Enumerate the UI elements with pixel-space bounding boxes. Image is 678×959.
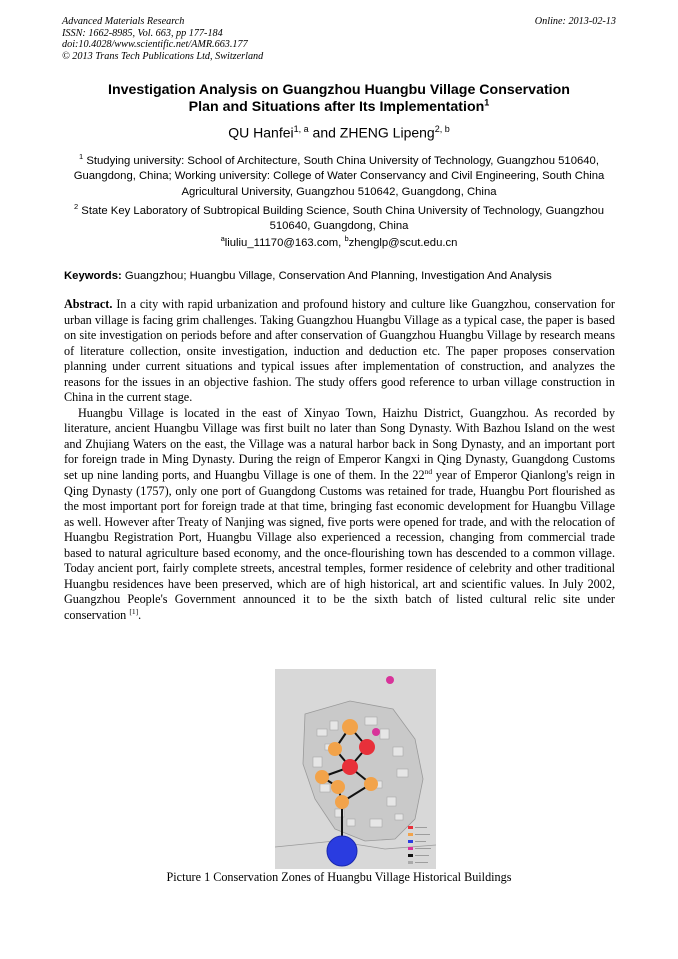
affiliation-2 — [66, 199, 612, 235]
citation-ref[interactable]: [1] — [129, 606, 139, 616]
journal-name: Advanced Materials Research — [62, 16, 185, 27]
author-2: ZHENG Lipeng — [339, 124, 435, 141]
keywords-label: Keywords: — [64, 270, 122, 282]
title-footnote-mark: 1 — [484, 97, 490, 108]
email-line — [60, 234, 618, 249]
issn-line: ISSN: 1662-8985, Vol. 663, pp 177-184 — [62, 27, 223, 39]
intro-paragraph — [64, 406, 615, 624]
zone-red-1 — [359, 739, 375, 755]
copyright-line: © 2013 Trans Tech Publications Ltd, Switzerland — [62, 50, 264, 62]
email-b[interactable]: zhenglp@scut.edu.cn — [348, 236, 458, 249]
zone-orange-6 — [335, 795, 349, 809]
conservation-map — [275, 669, 436, 869]
author-line — [60, 124, 618, 141]
zone-orange-1 — [342, 719, 358, 735]
zone-blue-port — [327, 836, 357, 866]
affiliation-2-text: State Key Laboratory of Subtropical Building Science, South China University of Technology, Guangzhou 510640, Guangdong, China — [78, 204, 604, 233]
abstract-paragraph — [64, 297, 615, 406]
affiliation-2-mark: 2 — [73, 202, 79, 211]
email-a-mark: a — [220, 234, 225, 243]
zone-orange-2 — [328, 742, 342, 756]
affiliation-1-text: Studying university: School of Architecture, South China University of Technology, Guangzhou 510640, Guangdong, China; Working university: College of Water Conservancy and Civil Engineering, South China Agricultural University, Guangzhou 510642, Guangdong, China — [73, 154, 605, 198]
abstract-label: Abstract. — [64, 297, 113, 311]
intro-text-1: Huangbu Village is located in the east of Xinyao Town, Haizhu District, Guangzhou. As recorded by literature, ancient Huangbu Village was first built no later than Song Dynasty. With Bazhou Island on the west and Zhujiang Waters on the east, the Village was a natural harbor back in Song Dynasty, and an important port for foreign trade in Ming Dynasty. During the reign of Emperor Kangxi in Qing Dynasty, Guangdong Customs set up nine landing ports, and Huangbu Village is one of them. In the 22 — [64, 405, 615, 483]
figure-caption: Picture 1 Conservation Zones of Huangbu Village Historical Buildings — [166, 870, 512, 884]
keywords — [64, 270, 620, 282]
keywords-text: Guangzhou; Huangbu Village, Conservation And Planning, Investigation And Analysis — [121, 270, 552, 282]
affiliation-1 — [66, 149, 612, 201]
zone-orange-3 — [315, 770, 329, 784]
email-b-mark: b — [344, 234, 349, 243]
email-a[interactable]: liuliu_11170@163.com, — [224, 236, 345, 249]
body-text — [64, 297, 615, 623]
intro-text-end: . — [138, 607, 142, 622]
doi-line: doi:10.4028/www.scientific.net/AMR.663.177 — [62, 39, 248, 51]
title-line-1: Investigation Analysis on Guangzhou Huangbu Village Conservation — [108, 82, 570, 98]
running-header — [62, 16, 616, 62]
title-line-2: Plan and Situations after Its Implementation — [188, 99, 485, 115]
affiliation-1-mark: 1 — [79, 152, 84, 161]
intro-text-2: year of Emperor Qianlong's reign in Qing Dynasty (1757), only one port of Guangdong Customs was retained for trade, Huangbu Port flourished as the most important port for foreign trade at that time, bringing fast economic development for Huangbu Village as well. However after Treaty of Nanjing was signed, five ports were opened for trade, and with the relocation of Huangbu Registration Port, Huangbu Village also experienced a recession, changing from commercial trade based to natural agriculture based economy, and the once-flourishing town has descended to a common village. Today ancient port, fairly complete streets, ancestral temples, former residence of celebrity and other traditional Huangbu residences have been preserved, which are of high historical, art and scientific values. In July 2002, Guangzhou People's Government announced it to be the sixth batch of listed cultural relic site under conservation — [64, 468, 615, 622]
author-1: QU Hanfei — [228, 124, 294, 141]
zone-orange-5 — [331, 780, 345, 794]
online-date: Online: 2013-02-13 — [534, 16, 616, 27]
zone-orange-4 — [364, 777, 378, 791]
author-1-affiliation: 1, a — [293, 124, 309, 134]
author-conjunction: and — [308, 124, 340, 141]
ordinal-suffix: nd — [424, 466, 433, 476]
author-2-affiliation: 2, b — [434, 124, 450, 134]
conservation-map-figure — [275, 669, 436, 869]
abstract-text: In a city with rapid urbanization and profound history and culture like Guangzhou, conservation for urban village is facing grim challenges. Taking Guangzhou Huangbu Village as a typical case, the paper is based on site investigation on periods before and after conservation of Guangzhou Huangbu Village by research means of literature collection, onsite investigation, induction and deduction etc. The paper proposes conservation planning under current situations and typical issues after implementation of construction, and analyzes the reasons for the issues in an objective fashion. The study offers good reference to urban village construction in China in the current stage. — [64, 297, 615, 405]
marker-magenta-2 — [372, 728, 380, 736]
marker-magenta-1 — [386, 676, 394, 684]
zone-red-2 — [342, 759, 358, 775]
paper-title — [60, 82, 618, 116]
